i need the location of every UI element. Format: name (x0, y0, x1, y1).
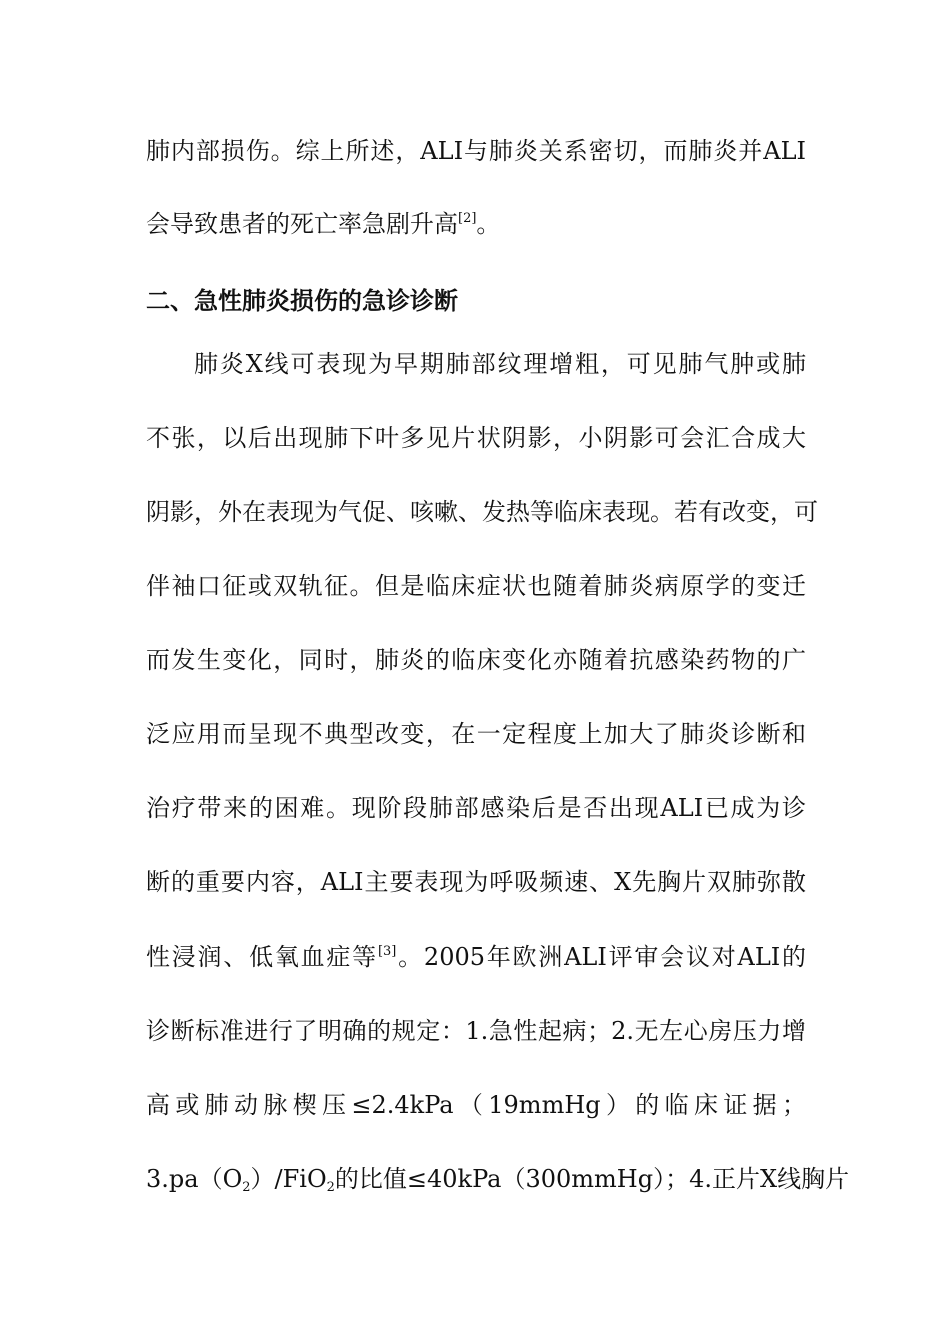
section-heading: 二、急性肺炎损伤的急诊诊断 (146, 287, 458, 315)
paragraph-line (146, 640, 806, 680)
text-run: 。 (476, 210, 501, 238)
paragraph-line (146, 1085, 806, 1125)
text-run: 断的重要内容，ALI主要表现为呼吸频速、X先胸片双肺弥散 (146, 868, 806, 896)
paragraph-line (194, 344, 806, 384)
text-run: 泛应用而呈现不典型改变，在一定程度上加大了肺炎诊断和 (146, 720, 806, 748)
citation-ref: [2] (458, 211, 477, 226)
text-run: 肺内部损伤。综上所述，ALI与肺炎关系密切，而肺炎并ALI (146, 137, 806, 165)
text-run: 会导致患者的死亡率急剧升高 (146, 210, 458, 238)
text-run: 而发生变化，同时，肺炎的临床变化亦随着抗感染药物的广 (146, 646, 806, 674)
subscript: 2 (326, 1180, 335, 1195)
paragraph-line (146, 714, 806, 754)
text-run: 伴袖口征或双轨征。但是临床症状也随着肺炎病原学的变迁 (146, 572, 806, 600)
paragraph-line (146, 1011, 806, 1051)
text-run: ）/FiO (250, 1165, 327, 1193)
paragraph-line (146, 204, 806, 244)
paragraph-line (146, 1159, 850, 1199)
paragraph-line (146, 131, 806, 171)
paragraph-line (146, 937, 806, 977)
text-run: 3.pa（O (146, 1165, 243, 1193)
paragraph-line (146, 418, 806, 458)
text-run: 诊断标准进行了明确的规定：1.急性起病；2.无左心房压力增 (146, 1017, 806, 1045)
paragraph-line (146, 788, 806, 828)
citation-ref: [3] (377, 944, 397, 959)
paragraph-line (146, 862, 806, 902)
text-run: 性浸润、低氧血症等 (146, 943, 378, 971)
text-run: 不张，以后出现肺下叶多见片状阴影，小阴影可会汇合成大 (146, 424, 806, 452)
text-run: 的比值≤40kPa（300mmHg）；4.正片X线胸片 (334, 1165, 850, 1193)
text-run: 高或肺动脉楔压≤2.4kPa（19mmHg）的临床证据； (146, 1091, 806, 1119)
paragraph-line (146, 566, 806, 606)
text-run: 。2005年欧洲ALI评审会议对ALI的 (396, 943, 807, 971)
text-run: 肺炎X线可表现为早期肺部纹理增粗，可见肺气肿或肺 (194, 350, 806, 378)
paragraph-line (146, 492, 818, 532)
text-run: 治疗带来的困难。现阶段肺部感染后是否出现ALI已成为诊 (146, 794, 806, 822)
subscript: 2 (242, 1180, 251, 1195)
text-run: 阴影，外在表现为气促、咳嗽、发热等临床表现。若有改变，可 (146, 498, 818, 526)
